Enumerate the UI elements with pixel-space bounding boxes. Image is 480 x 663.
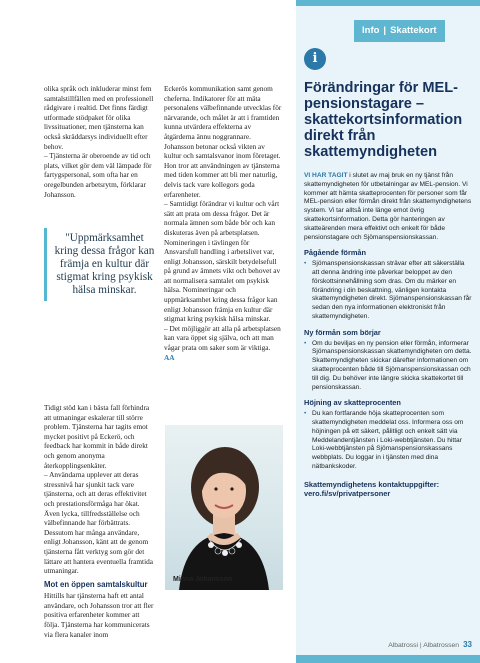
end-mark: AA xyxy=(164,352,175,362)
lead-text: i slutet av maj bruk en ny tjänst från skattemyndigheten för utbetalningar av MEL-pension. Vi kommer att hämta skatteprocenten för personer som får MEL-pension eller förmån direkt från skattemyndighetens system. Vi tar alltså inte länge emot övrig skattekortsinformation. Detta gör hanteringen av skatteärenden mera effektivt och enkelt för både pensionstagare och Sjömanspensionskassan. xyxy=(304,172,472,241)
article-paragraph: Hittills har tjänsterna haft ett antal användare, och Johansson tror att fler positiva erfarenheter kommer att följa. Tjänsterna har kommunicerats via flera kanaler inom xyxy=(44,591,154,639)
article-column-2 xyxy=(164,84,282,362)
sidebar-title: Förändringar för MEL-pensionstagare – skattekortsinformation direkt från skattemyndigheten xyxy=(304,80,463,160)
tab-label-skattekort: Skattekort xyxy=(390,25,437,36)
sidebar-top-strip xyxy=(296,0,480,6)
sidebar-bullet xyxy=(304,410,472,472)
article-paragraph xyxy=(164,84,282,362)
sidebar-bottom-strip xyxy=(296,655,480,663)
lead-label: VI HAR TAGIT xyxy=(304,172,348,179)
portrait-photo xyxy=(165,425,283,590)
sidebar-bullet xyxy=(304,260,472,322)
page-number: 33 xyxy=(463,640,472,649)
sidebar-body xyxy=(304,172,472,499)
photo-caption: Minna Johansson xyxy=(173,576,233,583)
footer-publication: Albatrossi | Albatrossen xyxy=(388,642,460,649)
bullet-text: Du kan fortfarande höja skatteprocenten som skattemyndigheten meddelat oss. Informera oss om höjningen på ett säkert, pålitligt och enkelt sätt via Meddelandentjänsten i Loki-webbtjänsten. Du hittar Loki-webbtjänsten på Sjömanspensionskassans webbplats. Du loggar in i tjänsten med dina nätbankskoder. xyxy=(312,410,464,470)
article-subheading: Mot en öppen samtalskultur xyxy=(44,579,148,589)
portrait-illustration xyxy=(165,425,283,590)
sidebar-lead xyxy=(304,172,472,242)
bullet-dot: • xyxy=(304,410,307,418)
article-paragraph: olika språk och inkluderar minst fem samtalstillfällen med en professionell rådgivare i realtid. Det finns färdigt utformade stödpaket för olika livssituationer, men tjänsterna kan också skräddarsys individuellt efter behov. – Tjänsterna är oberoende av tid och plats, vilket gör dem väl lämpade för fartygspersonal, som ofta har en oregelbunden arbetsrytm, förklarar Johansson. xyxy=(44,84,154,199)
sidebar-subheading: Pågående förmån xyxy=(304,248,367,258)
section-tab xyxy=(354,20,445,42)
sidebar-subheading: Ny förmån som börjar xyxy=(304,327,381,337)
article-column-1-bottom xyxy=(44,403,156,639)
info-icon: i xyxy=(304,48,326,70)
article-text: Eckerös kommunikation samt genom cheferna. Indikatorer för att mäta personalens välbefinnande utvecklas för närvarande, och målet är att i framtiden kunna utvärdera effekterna av åtgärderna ännu noggrannare. Johansson betonar också vikten av kultur och samtalsvanor inom företaget. Hon tror att användningen av tjänsterna med tiden kommer att bli mer naturlig, delvis tack vare kollegors goda erfarenheter. – Samtidigt förändrar vi kultur och vårt sätt att prata om dessa frågor. Det är normala ämnen som både bör och kan diskuteras även på arbetsplatsen. Nomineringen i tävlingen för Ansvarsfull handling i arbetslivet var, enligt Johansson, särskilt betydelsefull på grund av ämnets vikt och behovet av att normalisera samtalet om psykisk hälsa. Nomineringar och uppmärksamhet kring dessa frågor kan enligt Johansson främja en kultur där stigmat kring psykisk hälsa minskar. – Det möjliggör att alla på arbetsplatsen kan vara öppet sig själva, och att man vågar prata om saker som är viktiga. xyxy=(164,84,282,353)
tab-label-info: Info xyxy=(362,25,380,36)
info-sidebar xyxy=(296,0,480,663)
article-column-1-top xyxy=(44,84,156,199)
bullet-dot: • xyxy=(304,260,307,268)
pull-quote: "Uppmärksamhet kring dessa frågor kan främja en kultur där stigmat kring psykisk hälsa minskar. xyxy=(44,228,156,301)
page-footer xyxy=(388,640,472,649)
sidebar-subheading: Höjning av skatteprocenten xyxy=(304,398,401,408)
article-paragraph: Tidigt stöd kan i bästa fall förhindra att utmaningar eskalerar till större problem. Tjänsterna har tagits emot mycket positivt på Eckerö, och feedback har kommit in både direkt och genom anonyma återkopplingsenkäter. – Användarna upplever att deras stressnivå har sjunkit tack vare tjänsterna, och att deras effektivitet och prestationsförmåga har ökat. Även lycka, tillfredsställelse och välbefinnande har förbättrats. Dessutom har många användare, enligt Johansson, känt att de genom tjänsterna fått verktyg som gör det lättare att hantera eventuella framtida utmaningar. xyxy=(44,403,153,576)
tab-separator: | xyxy=(383,25,387,36)
bullet-text: Om du beviljas en ny pension eller förmån, informerar Sjömanspensionskassan skattemyndigheten om detta. Skattemyndigheten skickar därefter informationen om skatteprocenten både till Sjömanspensionskassan och till dig. Du behöver inte längre skicka skattekortet till pensionskassan. xyxy=(312,339,472,391)
bullet-text: Sjömanspensionskassan strävar efter att säkerställa att denna ändring inte påverkar beloppet av den förskottsinnehållning som dras. Om du märker en förändring i din beskattning, vänligen kontakta skattemyndigheten direkt. Sjömanspensionskassan får sedan den nya informationen elektroniskt från skattemyndigheten. xyxy=(312,260,472,320)
sidebar-bullet xyxy=(304,340,472,393)
bullet-dot: • xyxy=(304,339,307,347)
contact-info: Skattemyndighetens kontaktuppgifter: vero.fi/sv/privatpersoner xyxy=(304,479,440,499)
